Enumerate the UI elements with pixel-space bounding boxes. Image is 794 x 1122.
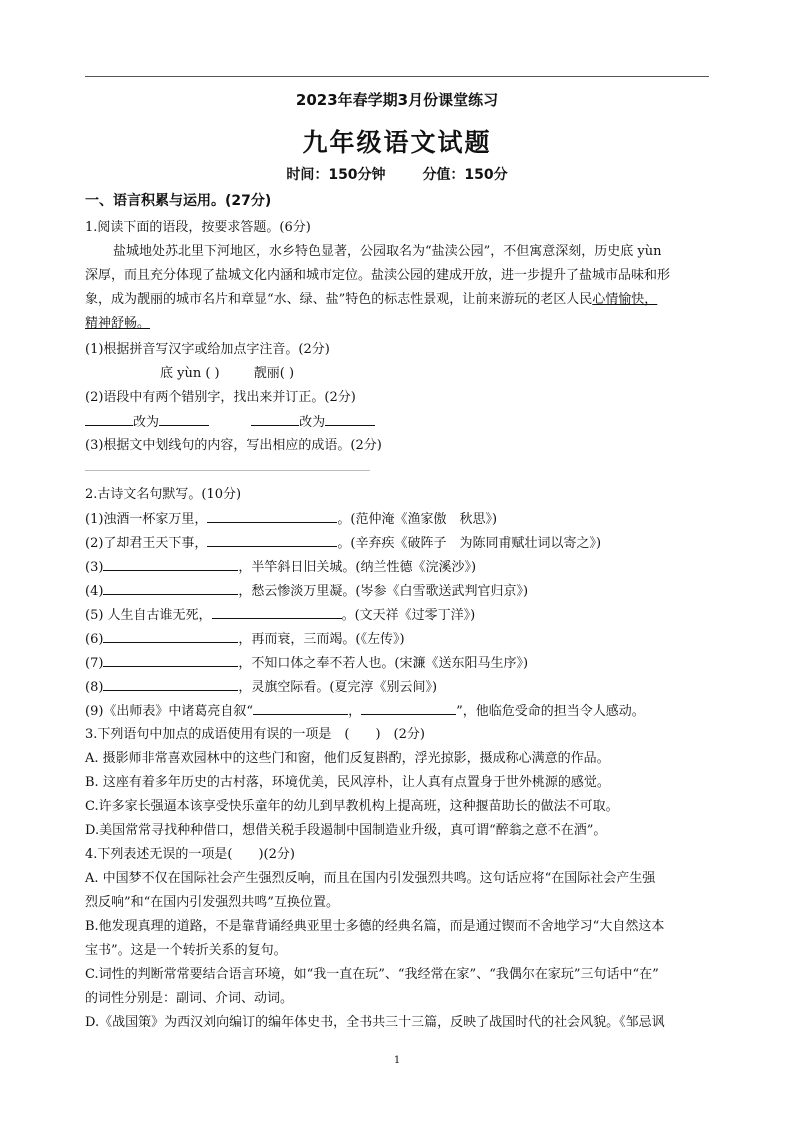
q2-stem: 2.古诗文名句默写。(10分): [85, 487, 242, 502]
answer-blank[interactable]: [103, 629, 238, 643]
q1-paragraph-line: 深厚，而且充分体现了盐城文化内涵和城市定位。盐渎公园的建成开放，进一步提升了盐城市品味和形: [85, 268, 671, 283]
answer-blank[interactable]: [103, 653, 238, 667]
exam-term: 2023年春学期3月份课堂练习: [295, 91, 499, 109]
q3-option-b: B. 这座有着多年历史的古村落，环境优美，民风淳朴，让人真有点置身于世外桃源的感觉。: [85, 775, 610, 790]
q4-option-a-cont: 烈反响”和“在国内引发强烈共鸣”互换位置。: [85, 895, 339, 910]
q3-option-d: D.美国常常寻找种种借口，想借关税手段遏制中国制造业升级，真可谓“醉翁之意不在酒”。: [85, 823, 607, 838]
answer-blank[interactable]: [212, 605, 342, 619]
exam-meta: [0, 165, 794, 185]
answer-blank[interactable]: [251, 412, 299, 426]
q1-paragraph-line: 盐城地处苏北里下河地区，水乡特色显著，公园取名为“盐渎公园”，不但寓意深刻，历史底 yùn: [113, 244, 662, 259]
q4-stem: 4.下列表述无误的一项是( )(2分): [85, 847, 295, 862]
q1-paragraph-line: 象，成为靓丽的城市名片和章显“水、绿、盐”特色的标志性景观，让前来游玩的老区人民心情愉快，: [85, 292, 658, 307]
q1-paragraph-line: [85, 314, 710, 334]
q4-option-b: B.他发现真理的道路，不是靠背诵经典亚里士多德的经典名篇，而是通过锲而不舍地学习“大自然这本: [85, 919, 665, 934]
answer-blank[interactable]: [253, 701, 348, 715]
q1-sub1: (1)根据拼音写汉字或给加点字注音。(2分): [85, 342, 330, 357]
answer-blank[interactable]: [103, 581, 238, 595]
q2-line: (1)浊酒一杯家万里， 。(范仲淹《渔家傲 秋思》): [85, 509, 710, 530]
answer-blank[interactable]: [103, 677, 238, 691]
q2-line: (5) 人生自古谁无死， 。(文天祥《过零丁洋》): [85, 605, 710, 626]
q2-line: (6) ，再而衰，三而竭。(《左传》): [85, 629, 710, 650]
answer-blank[interactable]: [325, 412, 375, 426]
q3-option-c: C.许多家长强逼本该享受快乐童年的幼儿到早教机构上提高班，这种揠苗助长的做法不可取。: [85, 799, 619, 814]
separator-line: [85, 470, 370, 471]
q2-line: (9)《出师表》中诸葛亮自叙“ ， ”，他临危受命的担当令人感动。: [85, 701, 710, 722]
section-heading: 一、语言积累与运用。(27分): [85, 193, 272, 209]
underlined-phrase: 心情愉快，: [592, 292, 658, 307]
answer-blank[interactable]: [207, 533, 337, 547]
answer-blank[interactable]: [159, 412, 209, 426]
q4-option-c: C.词性的判断常常要结合语言环境，如“我一直在玩”、“我经常在家”、“我偶尔在家玩”三句话中“在”: [85, 967, 659, 982]
q2-line: (3) ，半竿斜日旧关城。(纳兰性德《浣溪沙》): [85, 557, 710, 578]
q4-option-a: A. 中国梦不仅在国际社会产生强烈反响，而且在国内引发强烈共鸣。这句话应将“在国际社会产生强: [85, 871, 656, 886]
underlined-phrase: 精神舒畅。: [85, 316, 151, 331]
answer-blank[interactable]: [207, 509, 337, 523]
q1-sub2: (2)语段中有两个错别字，找出来并订正。(2分): [85, 390, 356, 405]
q4-option-d: D.《战国策》为西汉刘向编订的编年体史书，全书共三十三篇，反映了战国时代的社会风貌。《邹忌讽: [85, 1015, 665, 1030]
answer-blank[interactable]: [103, 557, 238, 571]
exam-title: 九年级语文试题: [302, 128, 492, 157]
q2-line: (4) ，愁云惨淡万里凝。(岑参《白雪歌送武判官归京》): [85, 581, 710, 602]
q1-sub3: (3)根据文中划线句的内容，写出相应的成语。(2分): [85, 438, 382, 453]
q4-option-c-cont: 的词性分别是：副词、介词、动词。: [85, 991, 294, 1006]
header-rule: [85, 76, 709, 77]
exam-time: 时间：150分钟: [286, 167, 386, 183]
q4-option-b-cont: 宝书”。这是一个转折关系的复句。: [85, 943, 287, 958]
q1-stem: 1.阅读下面的语段，按要求答题。(6分): [85, 220, 311, 235]
q1-sub2-blanks: 改为 改为: [85, 412, 710, 433]
q2-line: (2)了却君王天下事， 。(辛弃疾《破阵子 为陈同甫赋壮词以寄之》): [85, 533, 710, 554]
q3-option-a: A. 摄影师非常喜欢园林中的这些门和窗，他们反复斟酌，浮光掠影，摄成称心满意的作品。: [85, 751, 610, 766]
q2-line: (7) ，不知口体之奉不若人也。(宋濂《送东阳马生序》): [85, 653, 710, 674]
q1-sub1-items: 底 yùn ( ) 靓丽( ): [160, 366, 295, 381]
page-number: 1: [393, 1055, 401, 1066]
exam-score: 分值：150分: [422, 167, 508, 183]
q2-line: (8) ，灵旗空际看。(夏完淳《别云间》): [85, 677, 710, 698]
answer-blank[interactable]: [85, 412, 133, 426]
answer-blank[interactable]: [361, 701, 456, 715]
q3-stem: 3.下列语句中加点的成语使用有误的一项是 ( ) (2分): [85, 727, 425, 742]
